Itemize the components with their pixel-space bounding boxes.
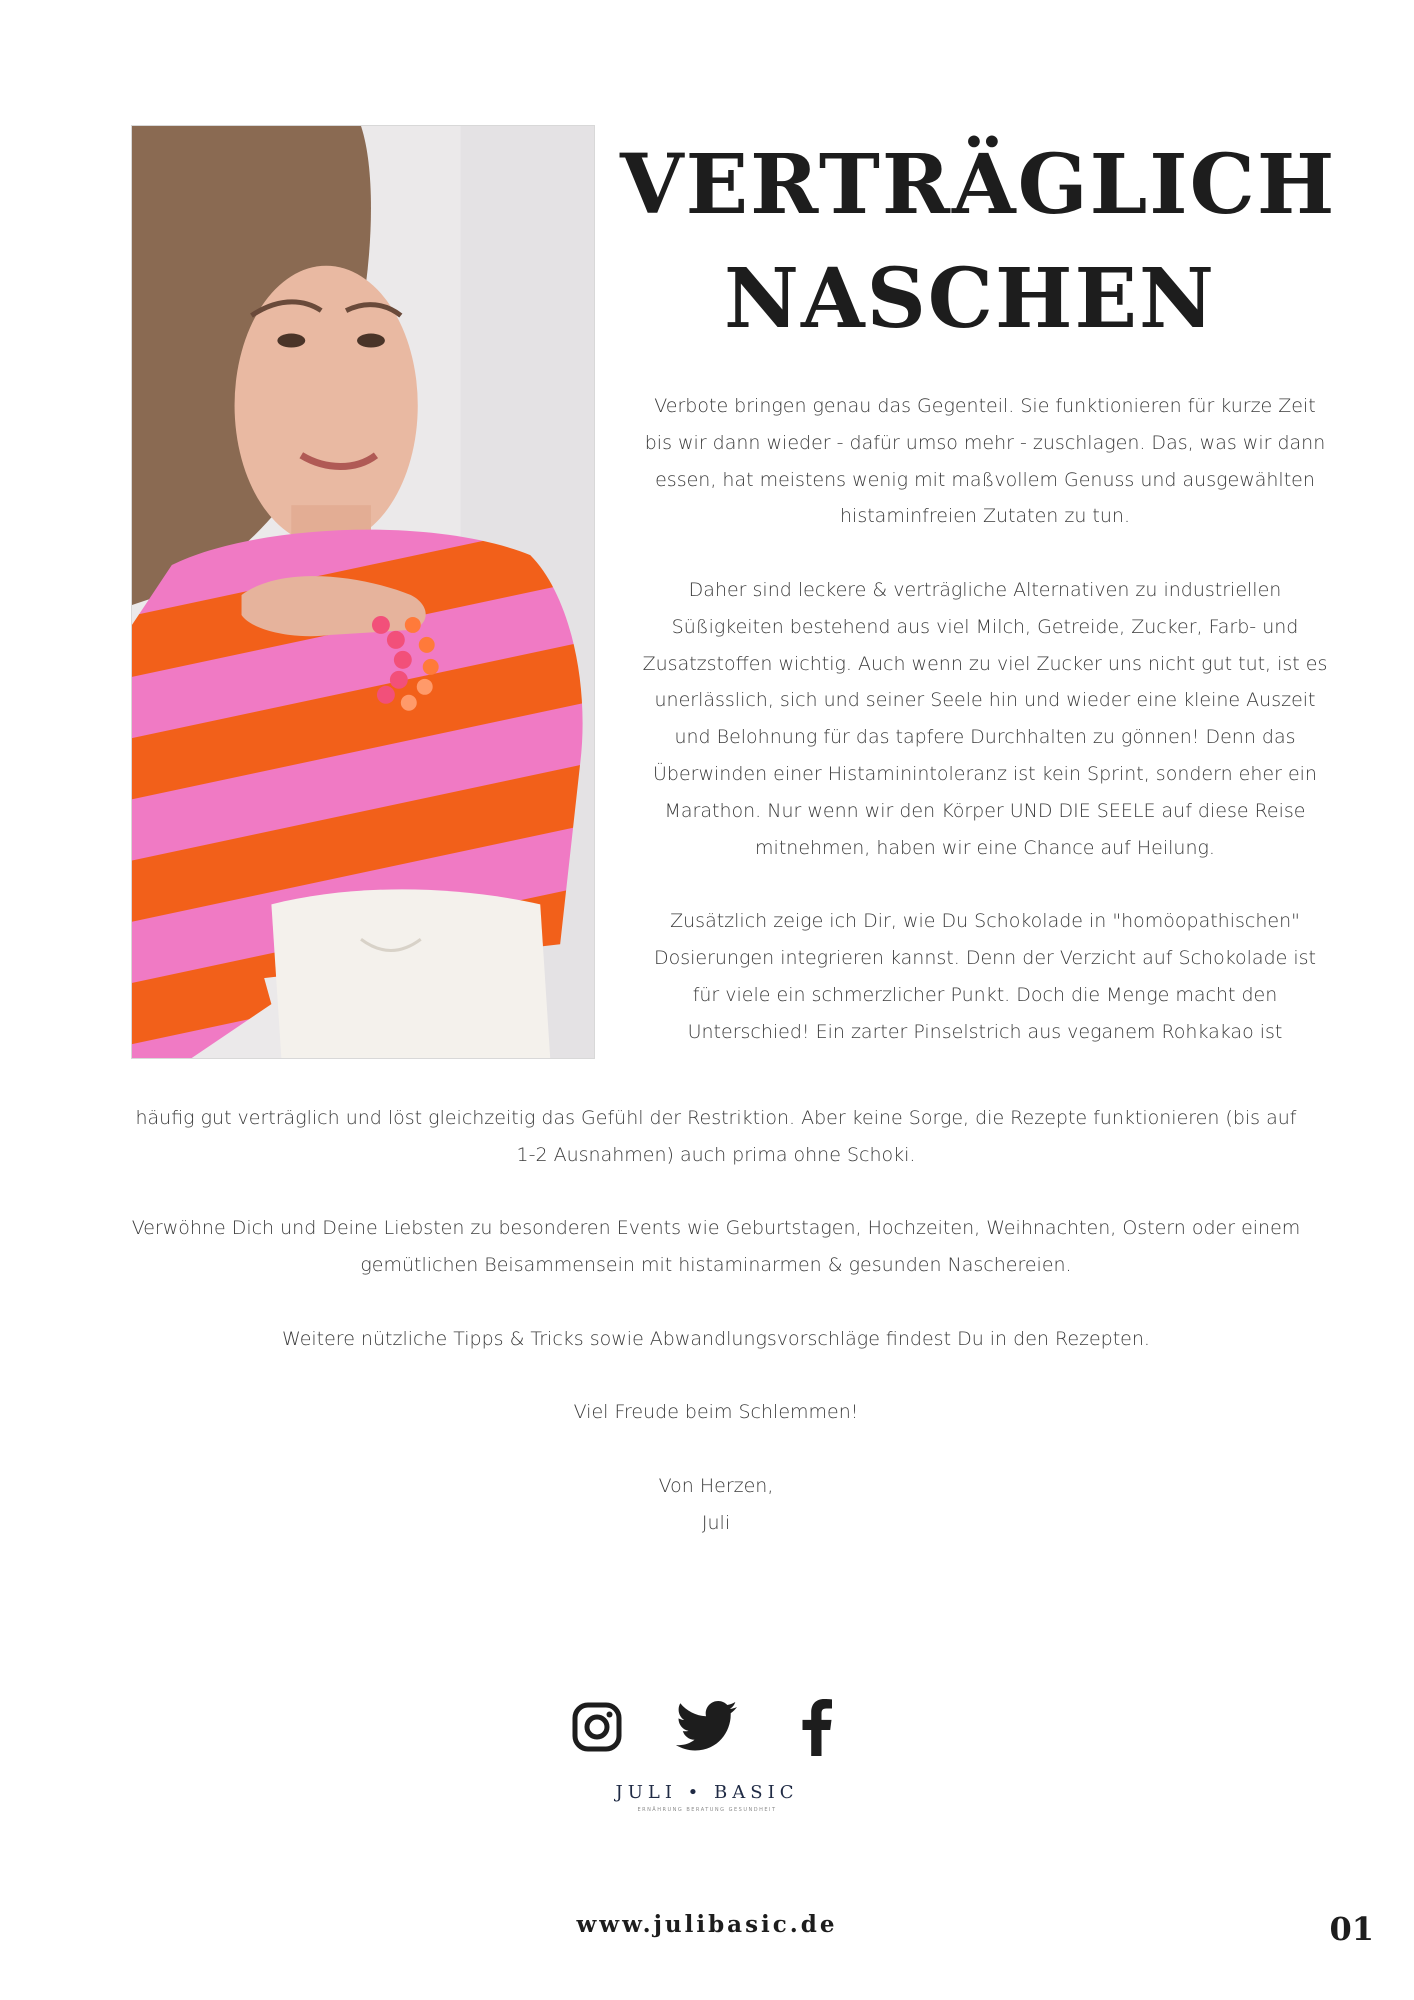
paragraph: Viel Freude beim Schlemmen! — [573, 1401, 859, 1424]
body-text — [131, 1100, 1301, 1542]
twitter-icon[interactable] — [675, 1695, 739, 1759]
signoff-line: Von Herzen, — [658, 1474, 774, 1497]
paragraph: Zusätzlich zeige ich Dir, wie Du Schokolade in "homöopathischen" Dosierungen integrieren kannst. Denn der Verzicht auf Schokolade ist für viele ein schmerzlicher Punkt. Doch die Menge macht den Unterschied! Ein zarter Pinselstrich aus veganem Rohkakao ist — [654, 910, 1316, 1043]
logo-tagline: ERNÄHRUNG BERATUNG GESUNDHEIT — [637, 1807, 777, 1813]
page-title — [620, 128, 1337, 356]
title-line-1: VERTRÄGLICH — [620, 137, 1337, 233]
intro-column — [640, 388, 1330, 1050]
signature: Juli — [701, 1511, 731, 1534]
title-line-2: NASCHEN — [724, 251, 1216, 347]
brand-logo — [0, 1782, 1414, 1813]
paragraph: Verbote bringen genau das Gegenteil. Sie funktionieren für kurze Zeit bis wir dann wieder - dafür umso mehr - zuschlagen. Das, was wir dann essen, hat meistens wenig mit maßvollem Genuss und ausgewählten histaminfreien Zutaten zu tun. — [644, 395, 1326, 528]
logo-wordmark: JULI • BASIC — [615, 1782, 799, 1803]
page-number: 01 — [1329, 1910, 1374, 1948]
paragraph: Daher sind leckere & verträgliche Alternativen zu industriellen Süßigkeiten bestehend aus viel Milch, Getreide, Zucker, Farb- und Zusatzstoffen wichtig. Auch wenn zu viel Zucker uns nicht gut tut, ist es unerlässlich, sich und seiner Seele hin und wieder eine kleine Auszeit und Belohnung für das tapfere Durchhalten zu gönnen! Denn das Überwinden einer Histaminintoleranz ist kein Sprint, sondern eher ein Marathon. Nur wenn wir den Körper UND DIE SEELE auf diese Reise mitnehmen, haben wir eine Chance auf Heilung. — [642, 578, 1328, 859]
social-links — [0, 1695, 1414, 1759]
paragraph: häufig gut verträglich und löst gleichzeitig das Gefühl der Restriktion. Aber keine Sorge, die Rezepte funktionieren (bis auf 1-2 Ausnahmen) auch prima ohne Schoki. — [135, 1107, 1297, 1166]
website-link[interactable]: www.julibasic.de — [576, 1911, 838, 1938]
paragraph: Verwöhne Dich und Deine Liebsten zu besonderen Events wie Geburtstagen, Hochzeiten, Weihnachten, Ostern oder einem gemütlichen Beisammensein mit histaminarmen & gesunden Naschereien. — [131, 1217, 1301, 1277]
facebook-icon[interactable] — [785, 1695, 849, 1759]
paragraph: Weitere nützliche Tipps & Tricks sowie Abwandlungsvorschläge findest Du in den Rezepten. — [282, 1327, 1150, 1350]
portrait-photo — [131, 125, 595, 1059]
instagram-icon[interactable] — [565, 1695, 629, 1759]
